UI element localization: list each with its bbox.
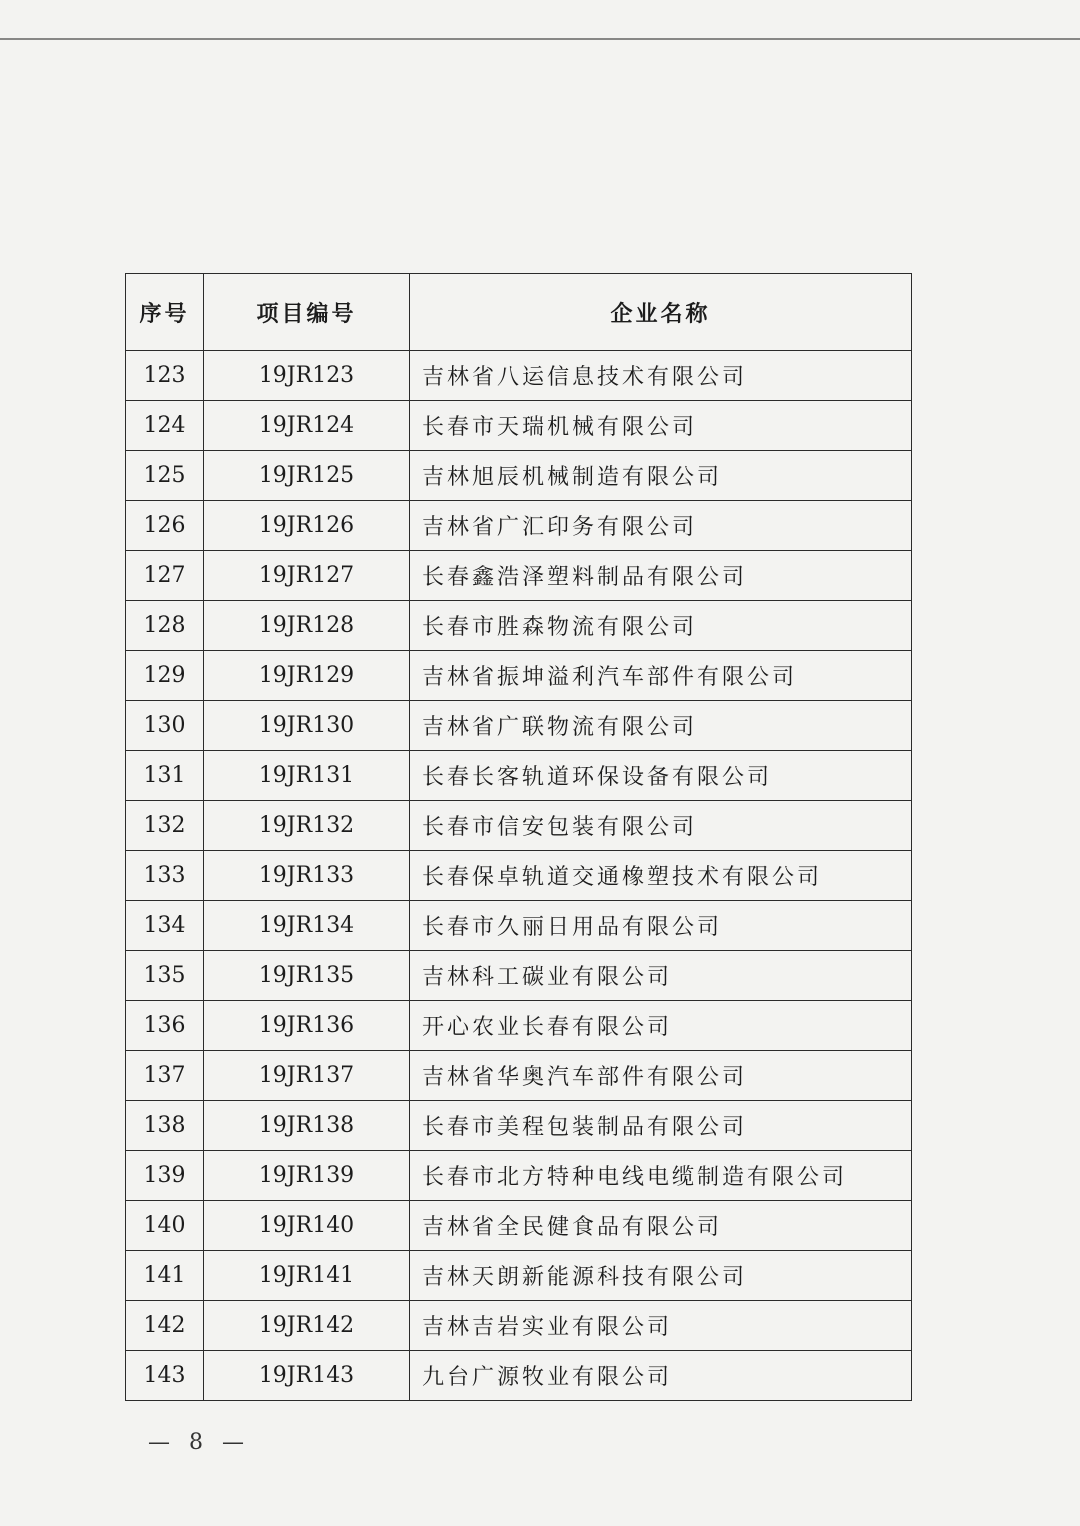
header-serial: 序号 bbox=[126, 274, 204, 351]
cell-serial: 130 bbox=[126, 701, 204, 751]
cell-project-code: 19JR130 bbox=[204, 701, 410, 751]
table-row bbox=[126, 1051, 912, 1101]
cell-serial: 124 bbox=[126, 401, 204, 451]
cell-serial: 138 bbox=[126, 1101, 204, 1151]
cell-serial: 133 bbox=[126, 851, 204, 901]
cell-project-code: 19JR127 bbox=[204, 551, 410, 601]
cell-company-name: 长春鑫浩泽塑料制品有限公司 bbox=[410, 551, 912, 601]
cell-company-name: 长春保卓轨道交通橡塑技术有限公司 bbox=[410, 851, 912, 901]
cell-company-name: 吉林省华奥汽车部件有限公司 bbox=[410, 1051, 912, 1101]
cell-serial: 137 bbox=[126, 1051, 204, 1101]
cell-serial: 129 bbox=[126, 651, 204, 701]
cell-company-name: 吉林天朗新能源科技有限公司 bbox=[410, 1251, 912, 1301]
cell-company-name: 长春长客轨道环保设备有限公司 bbox=[410, 751, 912, 801]
table-row bbox=[126, 951, 912, 1001]
cell-project-code: 19JR141 bbox=[204, 1251, 410, 1301]
scan-top-edge bbox=[0, 38, 1080, 40]
cell-company-name: 吉林省八运信息技术有限公司 bbox=[410, 351, 912, 401]
cell-project-code: 19JR139 bbox=[204, 1151, 410, 1201]
cell-project-code: 19JR131 bbox=[204, 751, 410, 801]
cell-project-code: 19JR124 bbox=[204, 401, 410, 451]
cell-company-name: 长春市天瑞机械有限公司 bbox=[410, 401, 912, 451]
cell-serial: 140 bbox=[126, 1201, 204, 1251]
page-number: — 8 — bbox=[148, 1430, 250, 1455]
table-row bbox=[126, 851, 912, 901]
cell-project-code: 19JR128 bbox=[204, 601, 410, 651]
cell-project-code: 19JR134 bbox=[204, 901, 410, 951]
cell-project-code: 19JR123 bbox=[204, 351, 410, 401]
table-row bbox=[126, 1101, 912, 1151]
cell-serial: 131 bbox=[126, 751, 204, 801]
table-row bbox=[126, 701, 912, 751]
cell-company-name: 吉林省广汇印务有限公司 bbox=[410, 501, 912, 551]
cell-project-code: 19JR132 bbox=[204, 801, 410, 851]
cell-serial: 143 bbox=[126, 1351, 204, 1401]
table-row bbox=[126, 1201, 912, 1251]
cell-project-code: 19JR126 bbox=[204, 501, 410, 551]
table-row bbox=[126, 1001, 912, 1051]
table-row bbox=[126, 1351, 912, 1401]
cell-serial: 134 bbox=[126, 901, 204, 951]
cell-project-code: 19JR138 bbox=[204, 1101, 410, 1151]
cell-company-name: 吉林省广联物流有限公司 bbox=[410, 701, 912, 751]
cell-serial: 136 bbox=[126, 1001, 204, 1051]
cell-serial: 135 bbox=[126, 951, 204, 1001]
table-row bbox=[126, 501, 912, 551]
table-row bbox=[126, 451, 912, 501]
cell-project-code: 19JR125 bbox=[204, 451, 410, 501]
cell-serial: 141 bbox=[126, 1251, 204, 1301]
cell-project-code: 19JR136 bbox=[204, 1001, 410, 1051]
table-row bbox=[126, 601, 912, 651]
table-row bbox=[126, 801, 912, 851]
cell-company-name: 长春市胜森物流有限公司 bbox=[410, 601, 912, 651]
cell-serial: 128 bbox=[126, 601, 204, 651]
table-row bbox=[126, 751, 912, 801]
cell-company-name: 吉林旭辰机械制造有限公司 bbox=[410, 451, 912, 501]
cell-serial: 125 bbox=[126, 451, 204, 501]
header-company-name: 企业名称 bbox=[410, 274, 912, 351]
cell-serial: 142 bbox=[126, 1301, 204, 1351]
cell-company-name: 长春市美程包装制品有限公司 bbox=[410, 1101, 912, 1151]
cell-serial: 123 bbox=[126, 351, 204, 401]
cell-project-code: 19JR140 bbox=[204, 1201, 410, 1251]
cell-company-name: 吉林省振坤溢利汽车部件有限公司 bbox=[410, 651, 912, 701]
cell-company-name: 长春市信安包装有限公司 bbox=[410, 801, 912, 851]
table-body bbox=[126, 351, 912, 1401]
cell-company-name: 吉林省全民健食品有限公司 bbox=[410, 1201, 912, 1251]
cell-project-code: 19JR129 bbox=[204, 651, 410, 701]
table-row bbox=[126, 651, 912, 701]
table-row bbox=[126, 551, 912, 601]
cell-company-name: 吉林科工碳业有限公司 bbox=[410, 951, 912, 1001]
cell-serial: 132 bbox=[126, 801, 204, 851]
table-header-row bbox=[126, 274, 912, 351]
cell-company-name: 九台广源牧业有限公司 bbox=[410, 1351, 912, 1401]
enterprise-table bbox=[125, 273, 912, 1401]
cell-company-name: 开心农业长春有限公司 bbox=[410, 1001, 912, 1051]
cell-project-code: 19JR142 bbox=[204, 1301, 410, 1351]
cell-serial: 139 bbox=[126, 1151, 204, 1201]
table-row bbox=[126, 1251, 912, 1301]
table-row bbox=[126, 401, 912, 451]
table-row bbox=[126, 901, 912, 951]
cell-project-code: 19JR137 bbox=[204, 1051, 410, 1101]
cell-company-name: 吉林吉岩实业有限公司 bbox=[410, 1301, 912, 1351]
cell-project-code: 19JR135 bbox=[204, 951, 410, 1001]
table-row bbox=[126, 1151, 912, 1201]
enterprise-table-container bbox=[125, 273, 911, 1401]
cell-project-code: 19JR133 bbox=[204, 851, 410, 901]
cell-company-name: 长春市久丽日用品有限公司 bbox=[410, 901, 912, 951]
table-row bbox=[126, 351, 912, 401]
cell-serial: 127 bbox=[126, 551, 204, 601]
header-project-code: 项目编号 bbox=[204, 274, 410, 351]
table-row bbox=[126, 1301, 912, 1351]
cell-company-name: 长春市北方特种电线电缆制造有限公司 bbox=[410, 1151, 912, 1201]
cell-project-code: 19JR143 bbox=[204, 1351, 410, 1401]
cell-serial: 126 bbox=[126, 501, 204, 551]
